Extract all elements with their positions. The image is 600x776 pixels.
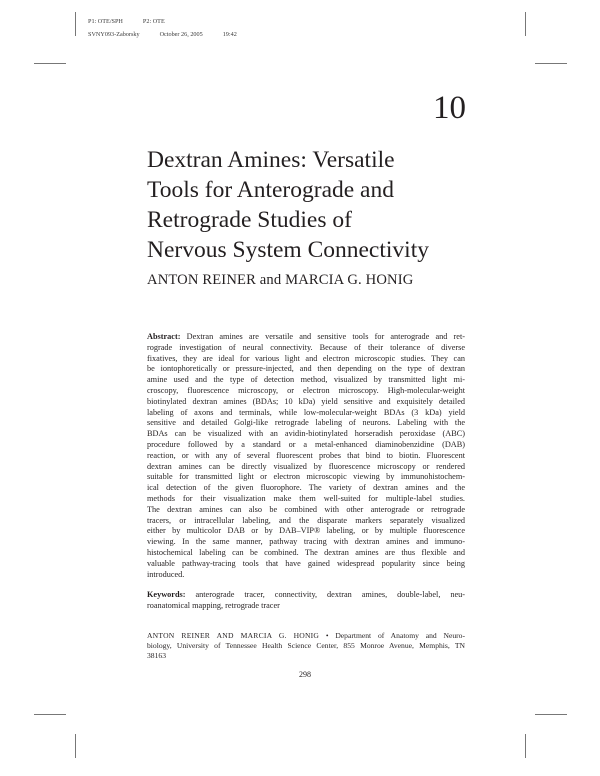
abstract-line: croscopy, fluorescence microscopy, or electron microscopy. High-molecular-weight <box>147 385 465 395</box>
chapter-number: 10 <box>433 90 466 126</box>
title-line: Tools for Anterograde and <box>147 177 394 203</box>
keywords-label: Keywords: <box>147 590 186 599</box>
abstract-line: rograde investigation of neural connectivity. Because of their tolerance of diverse <box>147 342 465 352</box>
abstract-line: methods for their visualization make them well-suited for multiple-label studies. <box>147 493 465 503</box>
abstract-line: dextran amines can be directly visualized by fluorescence microscopy or rendered <box>147 461 465 471</box>
keywords-line: Keywords: anterograde tracer, connectivity, dextran amines, double-label, neu- <box>147 590 465 599</box>
abstract-label: Abstract: <box>147 332 181 341</box>
abstract-line: biotinylated dextran amines (BDAs; 10 kDa) yield sensitive and exquisitely detailed <box>147 396 465 406</box>
chapter-title <box>147 145 477 265</box>
author-affiliation <box>147 631 465 661</box>
keywords <box>147 590 465 612</box>
running-header-line-2 <box>88 31 237 38</box>
abstract-line: ical detection of the given fluorophore. The variety of dextran amines and the <box>147 483 465 493</box>
abstract-line: either by multicolor DAB or by DAB–VIP® labeling, or by multiple fluorescence <box>147 526 465 536</box>
abstract-line: valuable pathway-tracing tools that have gained widespread popularity since being <box>147 558 465 568</box>
crop-mark-bottom-left-h <box>34 714 66 715</box>
abstract-line: introduced. <box>147 569 185 579</box>
crop-mark-bottom-right-h <box>535 714 567 715</box>
chapter-authors: ANTON REINER and MARCIA G. HONIG <box>147 272 414 288</box>
running-header-line-1 <box>88 18 165 25</box>
crop-mark-top-left <box>75 12 76 36</box>
title-line: Nervous System Connectivity <box>147 237 429 263</box>
abstract-line: be iontophoretically or pressure-injected, and then depending on the type of dextran <box>147 364 465 374</box>
keywords-line: roanatomical mapping, retrograde tracer <box>147 600 280 610</box>
abstract-line: reaction, or with any of several fluorescent probes that bind to biotin. Fluorescent <box>147 450 465 460</box>
title-line: Dextran Amines: Versatile <box>147 147 395 173</box>
page-number: 298 <box>299 670 311 679</box>
header-time: 19:42 <box>222 31 237 38</box>
header-date: October 26, 2005 <box>159 31 203 38</box>
affiliation-line: 38163 <box>147 651 166 660</box>
affiliation-line: biology, University of Tennessee Health Science Center, 855 Monroe Avenue, Memphis, TN <box>147 641 465 650</box>
affiliation-bullet: • <box>325 631 329 640</box>
header-proof-1: P1: OTE/SPH <box>88 18 123 25</box>
abstract-line: Abstract: Dextran amines are versatile and sensitive tools for anterograde and ret- <box>147 332 465 341</box>
abstract-line: The dextran amines can also be combined with other anterograde or retrograde <box>147 504 465 514</box>
abstract <box>147 332 465 580</box>
crop-mark-bottom-left <box>75 734 76 758</box>
abstract-line: sensitive and detailed Golgi-like retrograde labeling of neurons. Labeling with the <box>147 418 465 428</box>
header-proof-2: P2: OTE <box>142 18 165 25</box>
affiliation-line: ANTON REINER AND MARCIA G. HONIG • Department of Anatomy and Neuro- <box>147 631 465 640</box>
abstract-line: BDAs can be visualized with an avidin-biotinylated horseradish peroxidase (ABC) <box>147 429 465 439</box>
abstract-line: procedure followed by a standard or a metal-enhanced diaminobenzidine (DAB) <box>147 439 465 449</box>
crop-mark-top-right-h <box>535 63 567 64</box>
abstract-line: suitable for transmitted light or electron microscopic viewing by immunohistochem- <box>147 472 465 482</box>
abstract-line: fixatives, they are ideal for various light and electron microscopic studies. They can <box>147 353 465 363</box>
crop-mark-top-right <box>525 12 526 36</box>
abstract-line: tracers, or intracellular labeling, and the disparate markers separately visualized <box>147 515 465 525</box>
title-line: Retrograde Studies of <box>147 207 352 233</box>
abstract-line: amine used and the type of detection method, visualized by transmitted light mi- <box>147 375 465 385</box>
header-book-id: SVNY093-Zaborsky <box>88 31 140 38</box>
abstract-line: labeling of axons and terminals, while low-molecular-weight BDAs (3 kDa) yield <box>147 407 465 417</box>
crop-mark-bottom-right <box>525 734 526 758</box>
affiliation-names: ANTON REINER AND MARCIA G. HONIG <box>147 631 320 640</box>
crop-mark-top-left-h <box>34 63 66 64</box>
abstract-line: histochemical labeling can be combined. The dextran amines are thus flexible and <box>147 547 465 557</box>
abstract-line: viewing. In the same manner, pathway tracing with dextran amines and immuno- <box>147 537 465 547</box>
